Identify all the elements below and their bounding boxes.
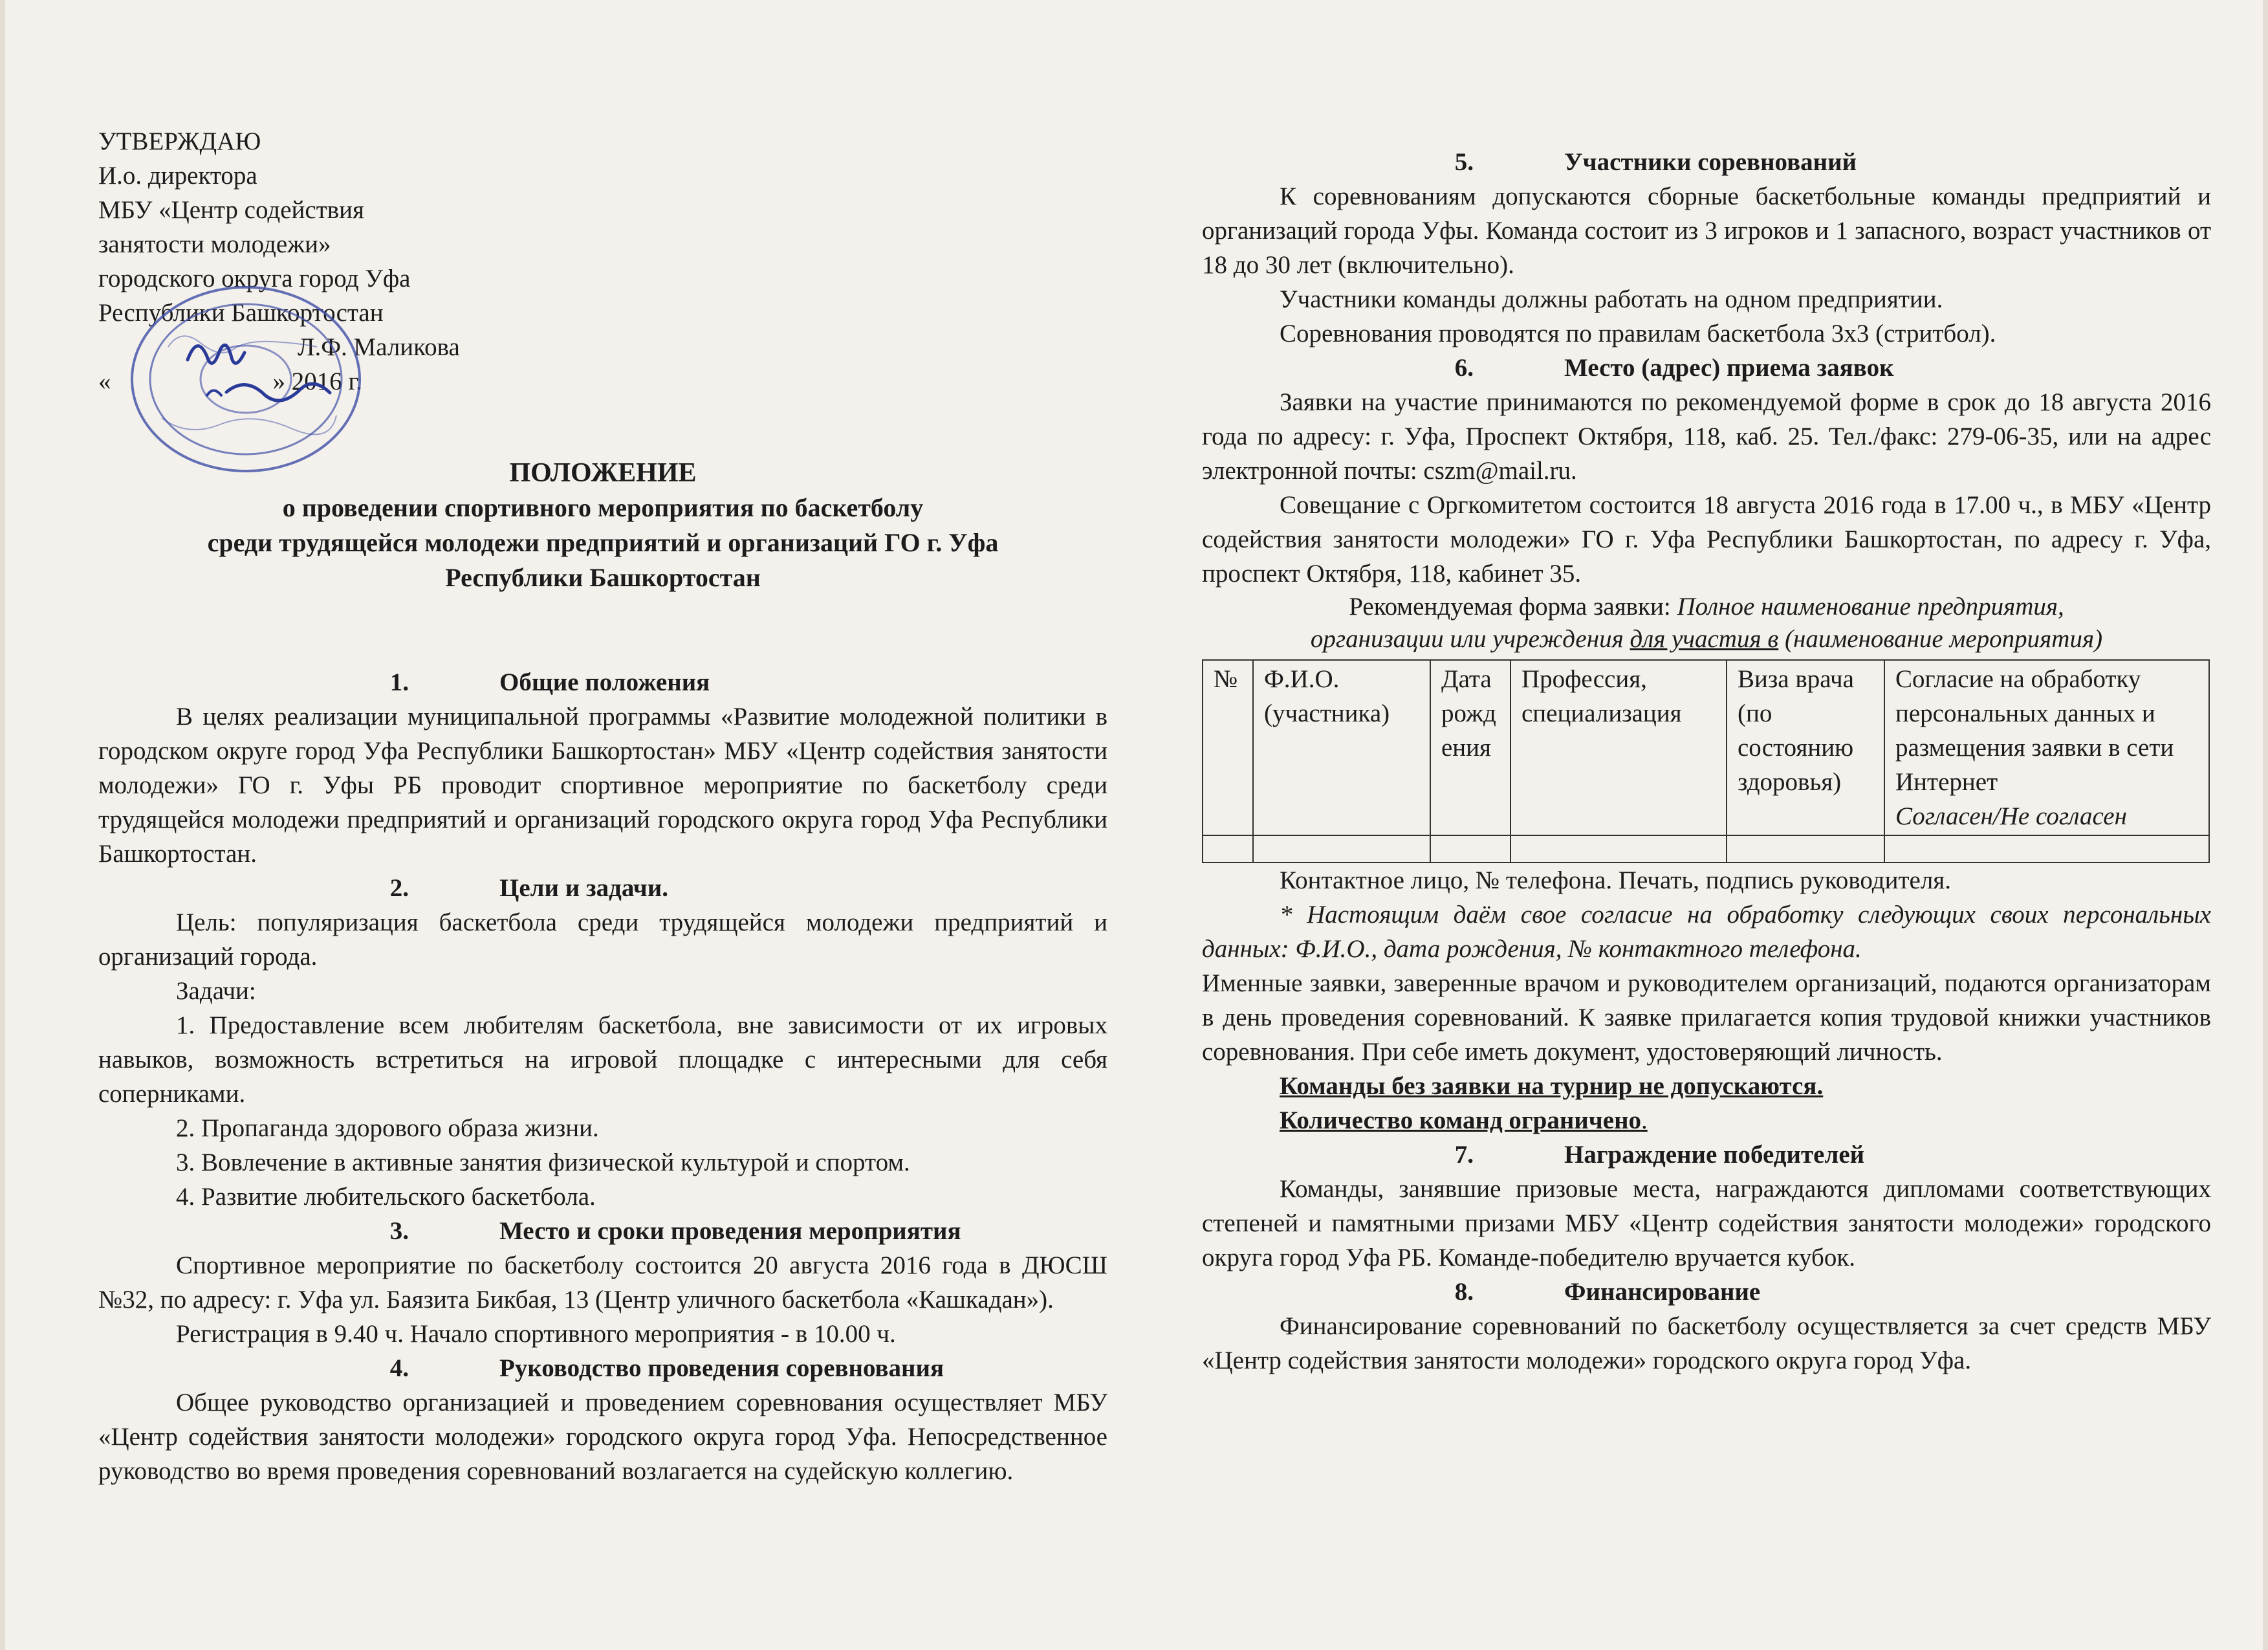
task-item: [98, 1180, 1107, 1214]
section-text: К соревнованиям допускаются сборные баскетбольные команды предприятий и организаций города Уфы. Команда состоит из 3 игроков и 1 запасного, возраст участников от 18 до 30 лет (включительно).: [1202, 182, 2211, 279]
table-header-cell: Профессия, специализация: [1510, 660, 1727, 835]
contact-text: Контактное лицо, № телефона. Печать, подпись руководителя.: [1280, 866, 1951, 894]
section-text: Финансирование соревнований по баскетболу осуществляется за счет средств МБУ «Центр содействия занятости молодежи» городского округа город Уфа.: [1202, 1312, 2211, 1374]
section-heading: [1202, 1275, 2211, 1309]
date-open-quote: «: [98, 368, 111, 395]
table-cell[interactable]: [1884, 835, 2209, 863]
section-text: Общее руководство организацией и проведением соревнования осуществляет МБУ «Центр содействия занятости молодежи» городского округа город Уфа. Непосредственное руководство во время проведения соревнований возлагается на судейскую коллегию.: [98, 1389, 1107, 1485]
warning-text: Количество команд ограничено: [1280, 1106, 1642, 1134]
section-title: Цели и задачи.: [499, 874, 669, 902]
document-title: [98, 456, 1107, 595]
section-heading: [98, 871, 1107, 905]
task-number: 1.: [176, 1011, 195, 1039]
section-heading: [1202, 1138, 2211, 1172]
form-label: Рекомендуемая форма заявки:: [1349, 593, 1671, 621]
table-cell[interactable]: [1430, 835, 1510, 863]
left-sections: [98, 665, 1107, 1488]
section-text: Регистрация в 9.40 ч. Начало спортивного мероприятия - в 10.00 ч.: [176, 1320, 896, 1348]
task-text: Пропаганда здорового образа жизни.: [201, 1114, 599, 1142]
section-text: Заявки на участие принимаются по рекомендуемой форме в срок до 18 августа 2016 года по адресу: г. Уфа, Проспект Октября, 118, каб. 25. Тел./факс: 279-06-35, или на адрес электронной почты: cszm@mail.ru.: [1202, 388, 2211, 485]
section-number: 2.: [389, 874, 409, 902]
section-text: Совещание с Оргкомитетом состоится 18 августа 2016 года в 17.00 ч., в МБУ «Центр содействия занятости молодежи» ГО г. Уфа Республики Башкортостан, по адресу г. Уфа, проспект Октября, 118, кабинет 35.: [1202, 491, 2211, 588]
task-text: Вовлечение в активные занятия физической культурой и спортом.: [201, 1149, 910, 1176]
form-caption: [1202, 591, 2211, 655]
consent-note: * Настоящим даём свое согласие на обработку следующих своих персональных данных: Ф.И.О., дата рождения, № контактного телефона.: [1202, 901, 2211, 963]
section-text: В целях реализации муниципальной программы «Развитие молодежной политики в городском округе город Уфа Республики Башкортостан» МБУ «Центр содействия занятости молодежи» ГО г. Уфы РБ проводит спортивное мероприятие по баскетболу среди трудящейся молодежи предприятий и организаций городского округа город Уфа Республики Башкортостан.: [98, 703, 1107, 868]
section-number: 1.: [389, 668, 409, 696]
title-line: Республики Башкортостан: [445, 563, 761, 592]
section-number: 7.: [1454, 1141, 1474, 1169]
section-text: Команды, занявшие призовые места, награждаются дипломами соответствующих степеней и памятными призами МБУ «Центр содействия занятости молодежи» городского округа город Уфа РБ. Команде-победителю вручается кубок.: [1202, 1175, 2211, 1271]
table-header-row: [1203, 660, 2209, 835]
task-item: [98, 1145, 1107, 1180]
form-participation: для участия в: [1630, 625, 1779, 653]
date-year: » 2016 г.: [272, 368, 362, 395]
section-title: Финансирование: [1564, 1278, 1761, 1306]
section-title: Руководство проведения соревнования: [499, 1354, 944, 1382]
table-header-cell: №: [1203, 660, 1253, 835]
right-sections: [1202, 145, 2211, 1378]
section-title: Участники соревнований: [1564, 148, 1857, 176]
form-org-name: Полное наименование предприятия,: [1677, 593, 2064, 621]
task-text: Предоставление всем любителям баскетбола, вне зависимости от их игровых навыков, возможность встретиться на игровой площадке с интересными для себя соперниками.: [98, 1011, 1108, 1108]
task-item: [98, 1111, 1107, 1145]
task-text: Развитие любительского баскетбола.: [201, 1183, 596, 1211]
consent-options: Согласен/Не согласен: [1895, 802, 2127, 830]
section-number: 4.: [389, 1354, 409, 1382]
title-line: о проведении спортивного мероприятия по баскетболу: [282, 493, 924, 522]
section-title: Общие положения: [499, 668, 710, 696]
section-heading: [1202, 145, 2211, 179]
task-number: 2.: [176, 1114, 195, 1142]
approval-line: Республики Башкортостан: [98, 299, 384, 327]
table-cell[interactable]: [1203, 835, 1253, 863]
approval-line: УТВЕРЖДАЮ: [98, 127, 261, 155]
approval-line: И.о. директора: [98, 162, 257, 190]
table-header-cell: Ф.И.О. (участника): [1253, 660, 1430, 835]
consent-header: Согласие на обработку персональных данных и размещения заявки в сети Интернет: [1895, 665, 2174, 796]
section-heading: [1202, 351, 2211, 385]
section-text: Спортивное мероприятие по баскетболу состоится 20 августа 2016 года в ДЮСШ №32, по адресу: г. Уфа ул. Баязита Бикбая, 13 (Центр уличного баскетбола «Кашкадан»).: [98, 1251, 1107, 1314]
signatory-name: Л.Ф. Маликова: [298, 333, 460, 361]
application-form-table: [1202, 659, 2210, 863]
section-text: Участники команды должны работать на одном предприятии.: [1280, 285, 1943, 313]
section-number: 5.: [1454, 148, 1474, 176]
table-cell[interactable]: [1727, 835, 1884, 863]
tasks-label: Задачи:: [176, 977, 256, 1005]
table-cell[interactable]: [1510, 835, 1727, 863]
section-number: 3.: [389, 1217, 409, 1245]
section-number: 8.: [1454, 1278, 1474, 1306]
section-heading: [98, 665, 1107, 699]
title-line: среди трудящейся молодежи предприятий и организаций ГО г. Уфа: [207, 528, 999, 557]
approval-line: городского округа город Уфа: [98, 265, 411, 292]
warning-limited-teams: Количество команд ограничено.: [1280, 1106, 1648, 1134]
section-title: Место (адрес) приема заявок: [1564, 354, 1894, 382]
title-heading: ПОЛОЖЕНИЕ: [509, 458, 697, 488]
task-item: [98, 1008, 1107, 1111]
section-heading: [98, 1214, 1107, 1248]
approval-line: МБУ «Центр содействия: [98, 196, 364, 224]
section-heading: [98, 1351, 1107, 1385]
table-header-cell: Виза врача (по состоянию здоровья): [1727, 660, 1884, 835]
task-number: 4.: [176, 1183, 195, 1211]
table-cell[interactable]: [1253, 835, 1430, 863]
approval-line: занятости молодежи»: [98, 230, 331, 258]
section-number: 6.: [1454, 354, 1474, 382]
handwritten-signature-icon: [188, 345, 330, 401]
table-header-cell: Дата рожд ения: [1430, 660, 1510, 835]
goal-text: Цель: популяризация баскетбола среди трудящейся молодежи предприятий и организаций города.: [98, 908, 1107, 971]
task-number: 3.: [176, 1149, 195, 1176]
form-event-name: (наименование мероприятия): [1785, 625, 2103, 653]
form-org-name: организации или учреждения: [1310, 625, 1624, 653]
section-text: Соревнования проводятся по правилам баскетбола 3x3 (стритбол).: [1280, 320, 1996, 347]
section-title: Место и сроки проведения мероприятия: [499, 1217, 961, 1245]
round-seal-icon: [91, 269, 401, 476]
table-header-cell: [1884, 660, 2209, 835]
table-row: [1203, 835, 2209, 863]
warning-no-application: Команды без заявки на турнир не допускаются.: [1280, 1072, 1824, 1100]
section-text: Именные заявки, заверенные врачом и руководителем организаций, подаются организаторам в день проведения соревнований. К заявке прилагается копия трудовой книжки участников соревнования. При себе иметь документ, удостоверяющий личность.: [1202, 969, 2211, 1066]
section-title: Награждение победителей: [1564, 1141, 1865, 1169]
